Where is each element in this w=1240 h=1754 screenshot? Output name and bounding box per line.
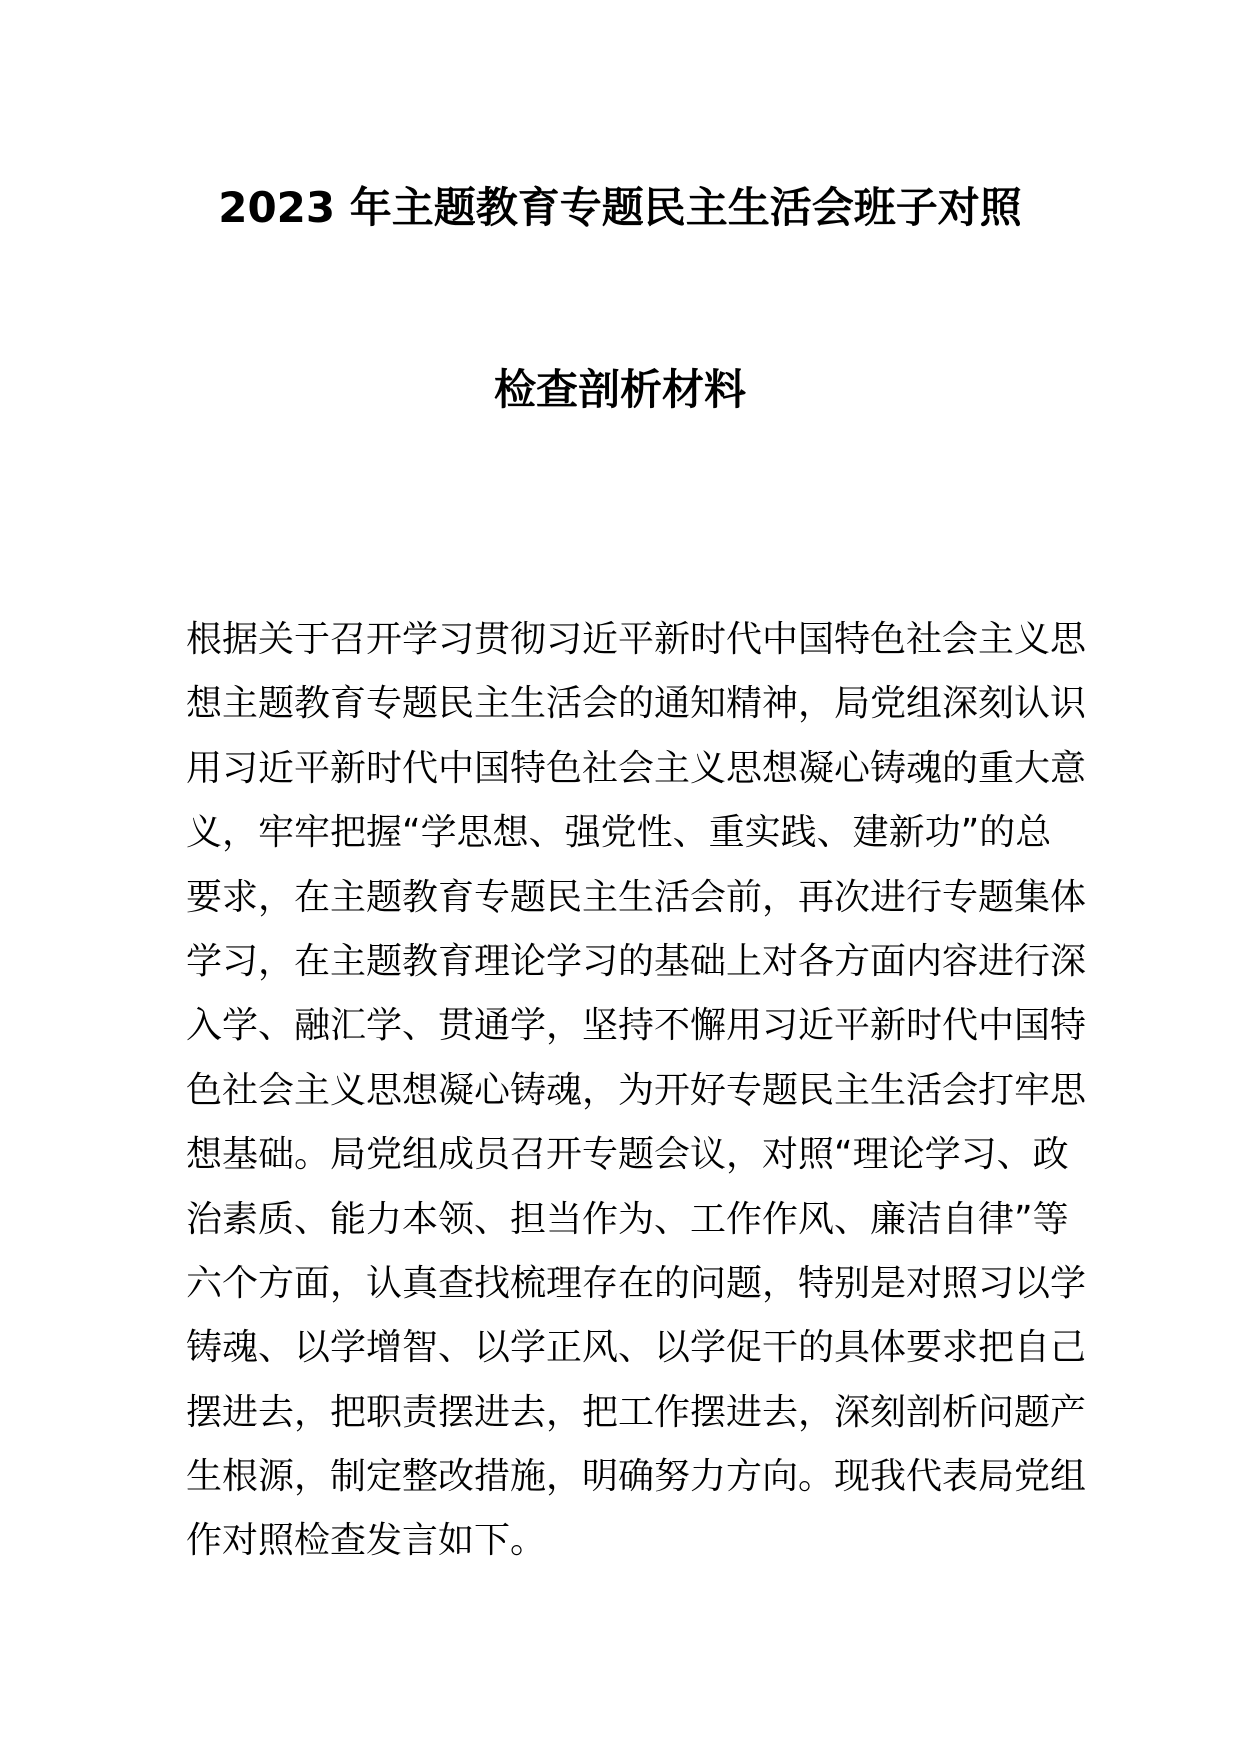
- body-line: 想基础。局党组成员召开专题会议，对照“理论学习、政: [186, 1134, 1069, 1176]
- document-title-line-2: 检查剖析材料: [493, 365, 746, 414]
- body-line: 作对照检查发言如下。: [186, 1520, 547, 1562]
- body-line: 入学、融汇学、贯通学，坚持不懈用习近平新时代中国特: [186, 1005, 1087, 1047]
- body-line: 义，牢牢把握“学思想、强党性、重实践、建新功”的总: [186, 812, 1052, 854]
- body-line: 六个方面，认真查找梳理存在的问题，特别是对照习以学: [186, 1262, 1087, 1304]
- body-line: 根据关于召开学习贯彻习近平新时代中国特色社会主义思: [186, 619, 1087, 660]
- body-line: 想主题教育专题民主生活会的通知精神，局党组深刻认识: [186, 683, 1087, 725]
- body-line: 铸魂、以学增智、以学正风、以学促干的具体要求把自己: [186, 1327, 1087, 1369]
- body-line: 摆进去，把职责摆进去，把工作摆进去，深刻剖析问题产: [186, 1391, 1087, 1433]
- body-line: 色社会主义思想凝心铸魂，为开好专题民主生活会打牢思: [186, 1069, 1087, 1111]
- body-line: 用习近平新时代中国特色社会主义思想凝心铸魂的重大意: [186, 747, 1087, 789]
- body-line: 生根源，制定整改措施，明确努力方向。现我代表局党组: [186, 1456, 1087, 1498]
- body-line: 治素质、能力本领、担当作为、工作作风、廉洁自律”等: [186, 1198, 1069, 1240]
- document-title-line-1: 2023 年主题教育专题民主生活会班子对照: [218, 183, 1022, 232]
- body-line: 学习，在主题教育理论学习的基础上对各方面内容进行深: [186, 940, 1087, 982]
- body-line: 要求，在主题教育专题民主生活会前，再次进行专题集体: [186, 876, 1087, 918]
- body-paragraph: [186, 608, 1087, 1574]
